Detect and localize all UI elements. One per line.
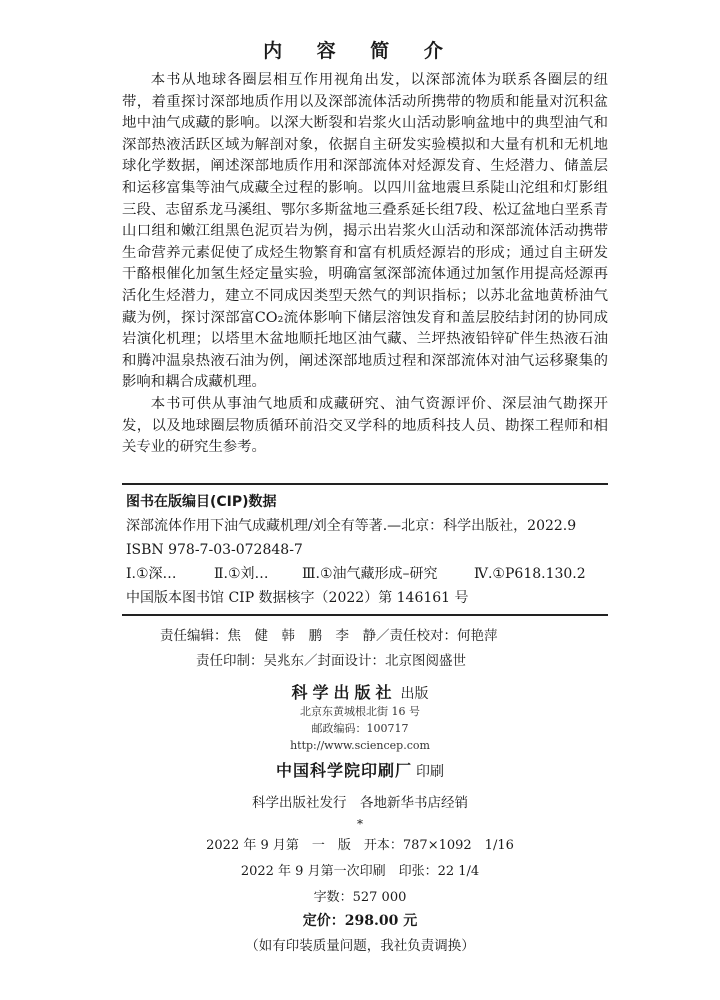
top-divider <box>122 483 608 485</box>
abstract-paragraph-2: 本书可供从事油气地质和成藏研究、油气资源评价、深层油气勘探开发，以及地球圈层物质循环前沿交叉学科的地质科技人员、勘探工程师和相关专业的研究生参考。 <box>122 395 608 456</box>
cip-class-4: Ⅳ.①P618.130.2 <box>474 566 586 582</box>
publisher-logo-text: 科学出版社 <box>291 683 397 702</box>
page-title: 内 容 简 介 <box>263 40 457 62</box>
bottom-divider <box>122 614 608 616</box>
printer-line <box>0 758 720 781</box>
cip-heading: 图书在版编目(CIP)数据 <box>126 494 277 510</box>
edition-line-1: 2022 年 9 月第 一 版 开本：787×1092 1/16 <box>206 838 514 853</box>
abstract-paragraph-1: 本书从地球各圈层相互作用视角出发，以深部流体为联系各圈层的纽带，着重探讨深部地质作用以及深部流体活动所携带的物质和能量对沉积盆地中油气成藏的影响。以深大断裂和岩浆火山活动影响盆地中的典型油气和深部热液活跃区域为解剖对象，依据自主研发实验模拟和大量有机和无机地球化学数据，阐述深部地质作用和深部流体对烃源发育、生烃潜力、储盖层和运移富集等油气成藏全过程的影响。以四川盆地震旦系陡山沱组和灯影组三段、志留系龙马溪组、鄂尔多斯盆地三叠系延长组7段、松辽盆地白垩系青山口组和嫩江组黑色泥页岩为例，揭示出岩浆火山活动和深部流体活动携带生命营养元素促使了成烃生物繁育和富有机质烃源岩的形成；通过自主研发干酪根催化加氢生烃定量实验，明确富氢深部流体通过加氢作用提高烃源再活化生烃潜力，建立不同成因类型天然气的判识指标；以苏北盆地黄桥油气藏为例，探讨深部富CO₂流体影响下储层溶蚀发育和盖层胶结封闭的协同成岩演化机理；以塔里木盆地顺托地区油气藏、兰坪热液铅锌矿伴生热液石油和腾冲温泉热液石油为例，阐述深部地质过程和深部流体对油气运移聚集的影响和耦合成藏机理。 <box>122 72 608 391</box>
publisher-postcode: 邮政编码：100717 <box>311 722 409 735</box>
publisher-line <box>0 680 720 703</box>
printer-logo-text: 中国科学院印刷厂 <box>275 761 412 780</box>
edition-line-2: 2022 年 9 月第一次印刷 印张：22 1/4 <box>240 864 480 879</box>
abstract-section <box>122 70 608 459</box>
editors-line-2: 责任印制：吴兆东／封面设计：北京图阅盛世 <box>196 653 466 669</box>
editors-line-1: 责任编辑：焦 健 韩 鹏 李 静／责任校对：何艳萍 <box>160 628 498 644</box>
cip-class-3: Ⅲ.①油气藏形成–研究 <box>302 566 438 582</box>
publisher-address: 北京东黄城根北街 16 号 <box>300 705 420 718</box>
editors-block <box>122 624 608 674</box>
publication-info <box>0 680 720 954</box>
distribution-line: 科学出版社发行 各地新华书店经销 <box>252 795 468 811</box>
word-count: 字数：527 000 <box>313 890 407 905</box>
publisher-suffix: 出版 <box>400 686 429 702</box>
cip-record: 深部流体作用下油气成藏机理/刘全有等著.—北京：科学出版社，2022.9 <box>126 518 577 534</box>
cip-classification <box>126 562 606 586</box>
printer-suffix: 印刷 <box>416 764 444 780</box>
quality-notice: （如有印装质量问题，我社负责调换） <box>245 938 475 954</box>
price: 定价：298.00 元 <box>302 913 418 929</box>
cip-isbn: ISBN 978-7-03-072848-7 <box>126 542 303 558</box>
cip-library-number: 中国版本图书馆 CIP 数据核字（2022）第 146161 号 <box>126 590 469 606</box>
separator-star: * <box>357 817 363 831</box>
cip-class-1: Ⅰ.①深… <box>126 566 177 582</box>
cip-block <box>126 490 606 610</box>
publisher-url: http://www.sciencep.com <box>290 739 430 752</box>
cip-class-2: Ⅱ.①刘… <box>214 566 269 582</box>
